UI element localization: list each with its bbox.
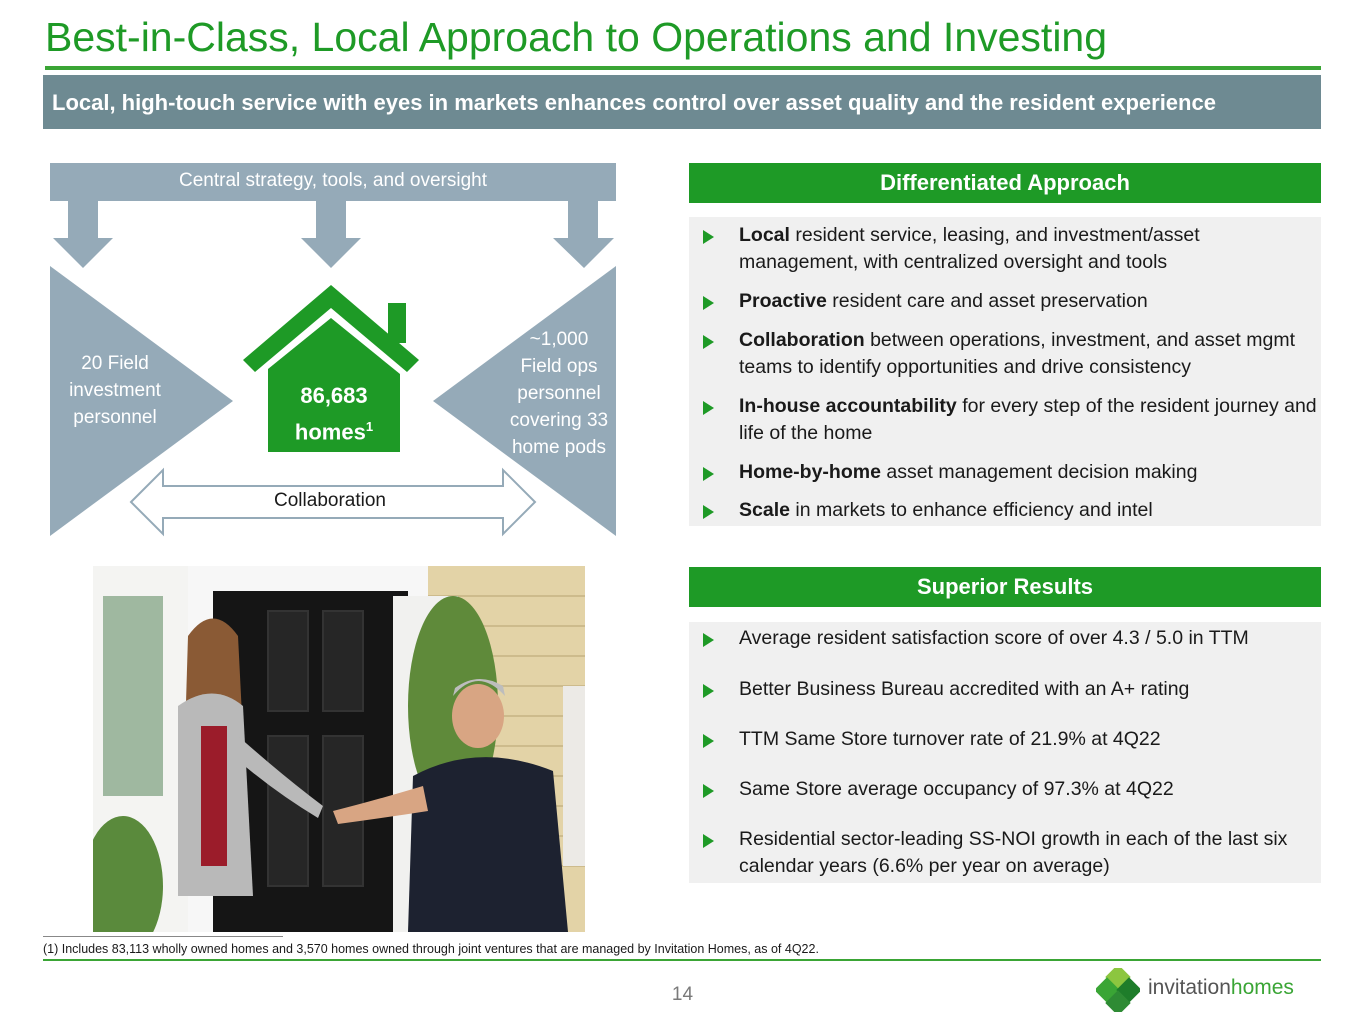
down-arrow-center bbox=[301, 201, 361, 268]
homes-count: 86,683 bbox=[300, 383, 368, 408]
field-ops-label bbox=[500, 326, 618, 461]
operations-diagram bbox=[45, 160, 625, 545]
logo-wordmark bbox=[1148, 976, 1294, 1000]
differentiated-list bbox=[689, 217, 1321, 526]
title-divider bbox=[45, 66, 1321, 70]
bullet-arrow-icon bbox=[703, 633, 714, 647]
field-investment-line: investment bbox=[69, 380, 161, 401]
bullet-arrow-icon bbox=[703, 296, 714, 310]
homes-count-label bbox=[268, 380, 400, 447]
footnote-ref: 1 bbox=[365, 419, 374, 434]
bullet-text: between operations, investment, and asset mgmt teams to identify opportunities and drive consistency bbox=[739, 329, 1295, 378]
bullet-bold: Scale bbox=[739, 499, 790, 521]
bullet-bold: Proactive bbox=[739, 290, 827, 312]
field-investment-line: 20 Field bbox=[81, 353, 149, 374]
bullet-text: resident care and asset preservation bbox=[826, 290, 1148, 312]
page-number: 14 bbox=[671, 984, 694, 1005]
bullet-bold: Home-by-home bbox=[739, 461, 881, 483]
collaboration-label: Collaboration bbox=[274, 490, 386, 511]
bullet-text: asset management decision making bbox=[880, 461, 1198, 483]
logo-word-homes: homes bbox=[1230, 976, 1294, 999]
field-ops-line: home pods bbox=[511, 437, 606, 458]
footnote: (1) Includes 83,113 wholly owned homes and 3,570 homes owned through joint ventures that are managed by Invitation Homes, as of 4Q22. bbox=[43, 942, 819, 956]
bullet-arrow-icon bbox=[703, 784, 714, 798]
down-arrow-left bbox=[53, 201, 113, 268]
bullet-text: Same Store average occupancy of 97.3% at 4Q22 bbox=[739, 778, 1174, 800]
footer-divider bbox=[43, 959, 1321, 961]
bullet-bold: Collaboration bbox=[739, 329, 865, 351]
house-chimney-icon bbox=[388, 303, 406, 343]
bullet-text: Residential sector-leading SS-NOI growth in each of the last six calendar years (6.6% per year on average) bbox=[739, 828, 1288, 877]
bullet-bold: In-house accountability bbox=[739, 395, 957, 417]
field-ops-line: Field ops bbox=[520, 356, 598, 377]
footnote-divider bbox=[43, 936, 283, 937]
down-arrow-right bbox=[553, 201, 614, 268]
bullet-bold: Local bbox=[739, 224, 790, 246]
bullet-arrow-icon bbox=[703, 505, 714, 519]
logo-word-invitation: invitation bbox=[1148, 976, 1231, 999]
bullet-arrow-icon bbox=[703, 734, 714, 748]
field-ops-line: ~1,000 bbox=[529, 329, 589, 350]
bullet-text: for every step of the resident journey and life of the home bbox=[739, 395, 1317, 444]
handshake-photo bbox=[93, 566, 585, 932]
bullet-arrow-icon bbox=[703, 230, 714, 244]
field-ops-line: personnel bbox=[517, 383, 601, 404]
bullet-arrow-icon bbox=[703, 335, 714, 349]
field-ops-line: covering 33 bbox=[509, 410, 609, 431]
field-investment-line: personnel bbox=[73, 407, 157, 428]
bullet-arrow-icon bbox=[703, 834, 714, 848]
bullet-text: in markets to enhance efficiency and intel bbox=[789, 499, 1153, 521]
field-investment-label bbox=[50, 350, 180, 431]
differentiated-heading: Differentiated Approach bbox=[689, 163, 1321, 203]
bullet-arrow-icon bbox=[703, 401, 714, 415]
bullet-arrow-icon bbox=[703, 684, 714, 698]
handshake-photo-image bbox=[93, 566, 585, 932]
bullet-text: resident service, leasing, and investment/asset management, with centralized oversight and tools bbox=[739, 224, 1200, 273]
logo-icon bbox=[1096, 968, 1140, 1012]
page-title: Best-in-Class, Local Approach to Operations and Investing bbox=[45, 14, 1108, 60]
homes-word bbox=[268, 411, 400, 447]
homes-word-text: homes bbox=[294, 419, 366, 445]
central-strategy-label: Central strategy, tools, and oversight bbox=[178, 170, 488, 191]
bullet-text: TTM Same Store turnover rate of 21.9% at 4Q22 bbox=[739, 728, 1161, 750]
bullet-text: Average resident satisfaction score of over 4.3 / 5.0 in TTM bbox=[739, 627, 1249, 649]
results-heading: Superior Results bbox=[689, 567, 1321, 607]
bullet-text: Better Business Bureau accredited with an A+ rating bbox=[739, 678, 1190, 700]
bullet-arrow-icon bbox=[703, 467, 714, 481]
subtitle-text: Local, high-touch service with eyes in markets enhances control over asset quality and the resident experience bbox=[52, 90, 1216, 115]
results-list bbox=[689, 622, 1321, 883]
